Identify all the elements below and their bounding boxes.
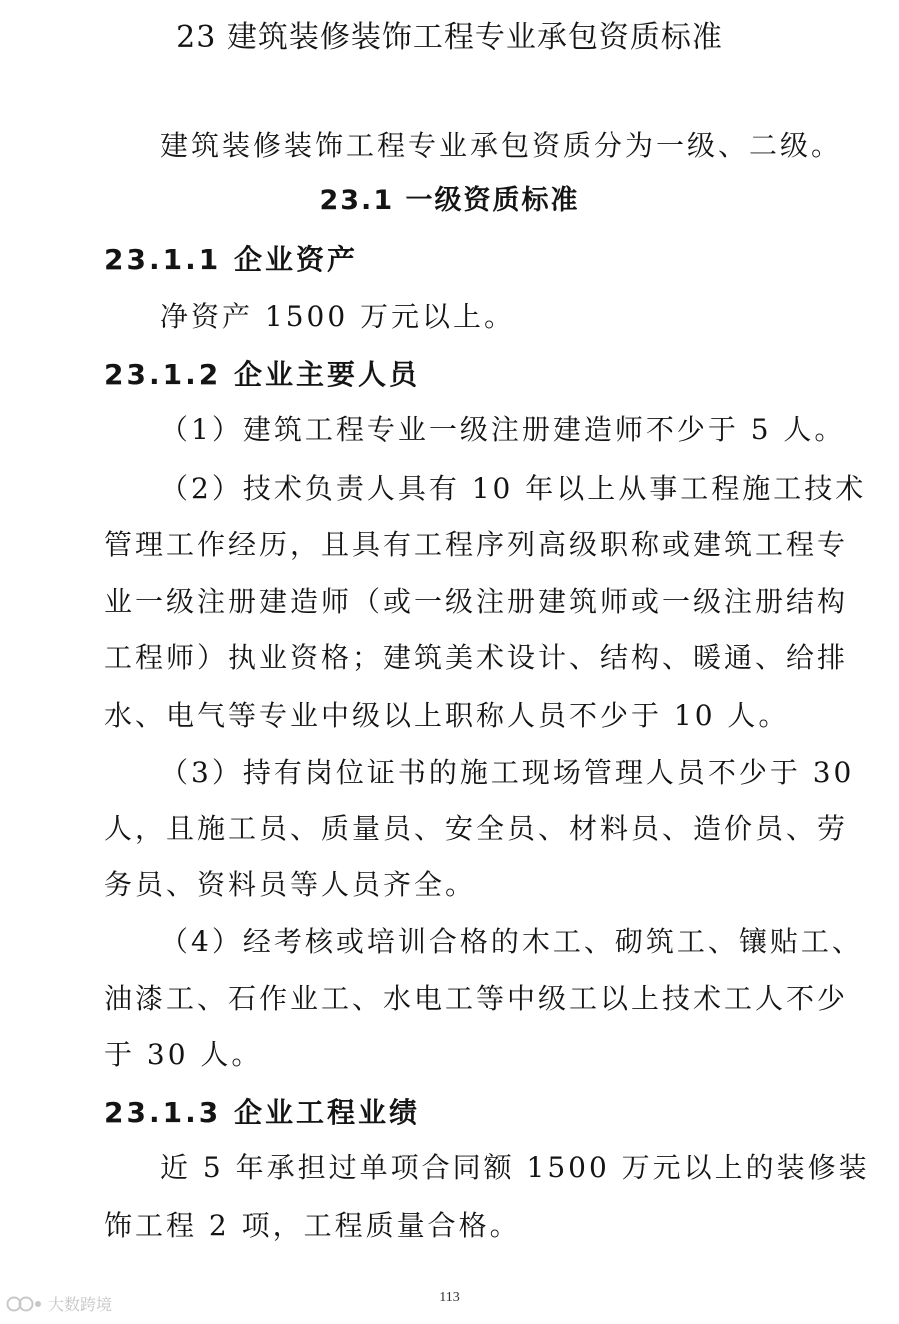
personnel-item-3-line: 务员、资料员等人员齐全。	[104, 868, 477, 901]
section-heading: 23.1 一级资质标准	[319, 185, 580, 216]
performance-paragraph-line: 近 5 年承担过单项合同额 1500 万元以上的装修装	[160, 1151, 870, 1184]
personnel-item-4-line: 油漆工、石作业工、水电工等中级工以上技术工人不少	[104, 982, 849, 1015]
watermark	[6, 1292, 112, 1315]
performance-paragraph-line: 饰工程 2 项，工程质量合格。	[104, 1209, 521, 1242]
intro-paragraph: 建筑装修装饰工程专业承包资质分为一级、二级。	[160, 129, 843, 162]
subsection-heading-assets: 23.1.1 企业资产	[104, 243, 358, 276]
page-title: 23 建筑装修装饰工程专业承包资质标准	[176, 20, 723, 55]
personnel-item-3-line: （3）持有岗位证书的施工现场管理人员不少于 30	[160, 756, 855, 789]
page-number: 113	[439, 1290, 460, 1305]
personnel-item-2-line: 水、电气等专业中级以上职称人员不少于 10 人。	[104, 699, 790, 732]
subsection-heading-performance: 23.1.3 企业工程业绩	[104, 1096, 420, 1129]
personnel-item-2-line: 管理工作经历，且具有工程序列高级职称或建筑工程专	[104, 528, 849, 561]
personnel-item-4-line: 于 30 人。	[104, 1038, 263, 1071]
personnel-item-1: （1）建筑工程专业一级注册建造师不少于 5 人。	[160, 413, 846, 446]
subsection-heading-personnel: 23.1.2 企业主要人员	[104, 358, 420, 391]
personnel-item-2-line: 工程师）执业资格；建筑美术设计、结构、暖通、给排	[104, 641, 849, 674]
personnel-item-3-line: 人，且施工员、质量员、安全员、材料员、造价员、劳	[104, 812, 849, 845]
personnel-item-4-line: （4）经考核或培训合格的木工、砌筑工、镶贴工、	[160, 925, 863, 958]
watermark-text: 大数跨境	[48, 1295, 113, 1314]
personnel-item-2-line: （2）技术负责人具有 10 年以上从事工程施工技术	[160, 472, 867, 505]
personnel-item-2-line: 业一级注册建造师（或一级注册建筑师或一级注册结构	[104, 585, 849, 618]
assets-paragraph: 净资产 1500 万元以上。	[160, 300, 516, 333]
brand-logo-icon	[6, 1294, 44, 1314]
